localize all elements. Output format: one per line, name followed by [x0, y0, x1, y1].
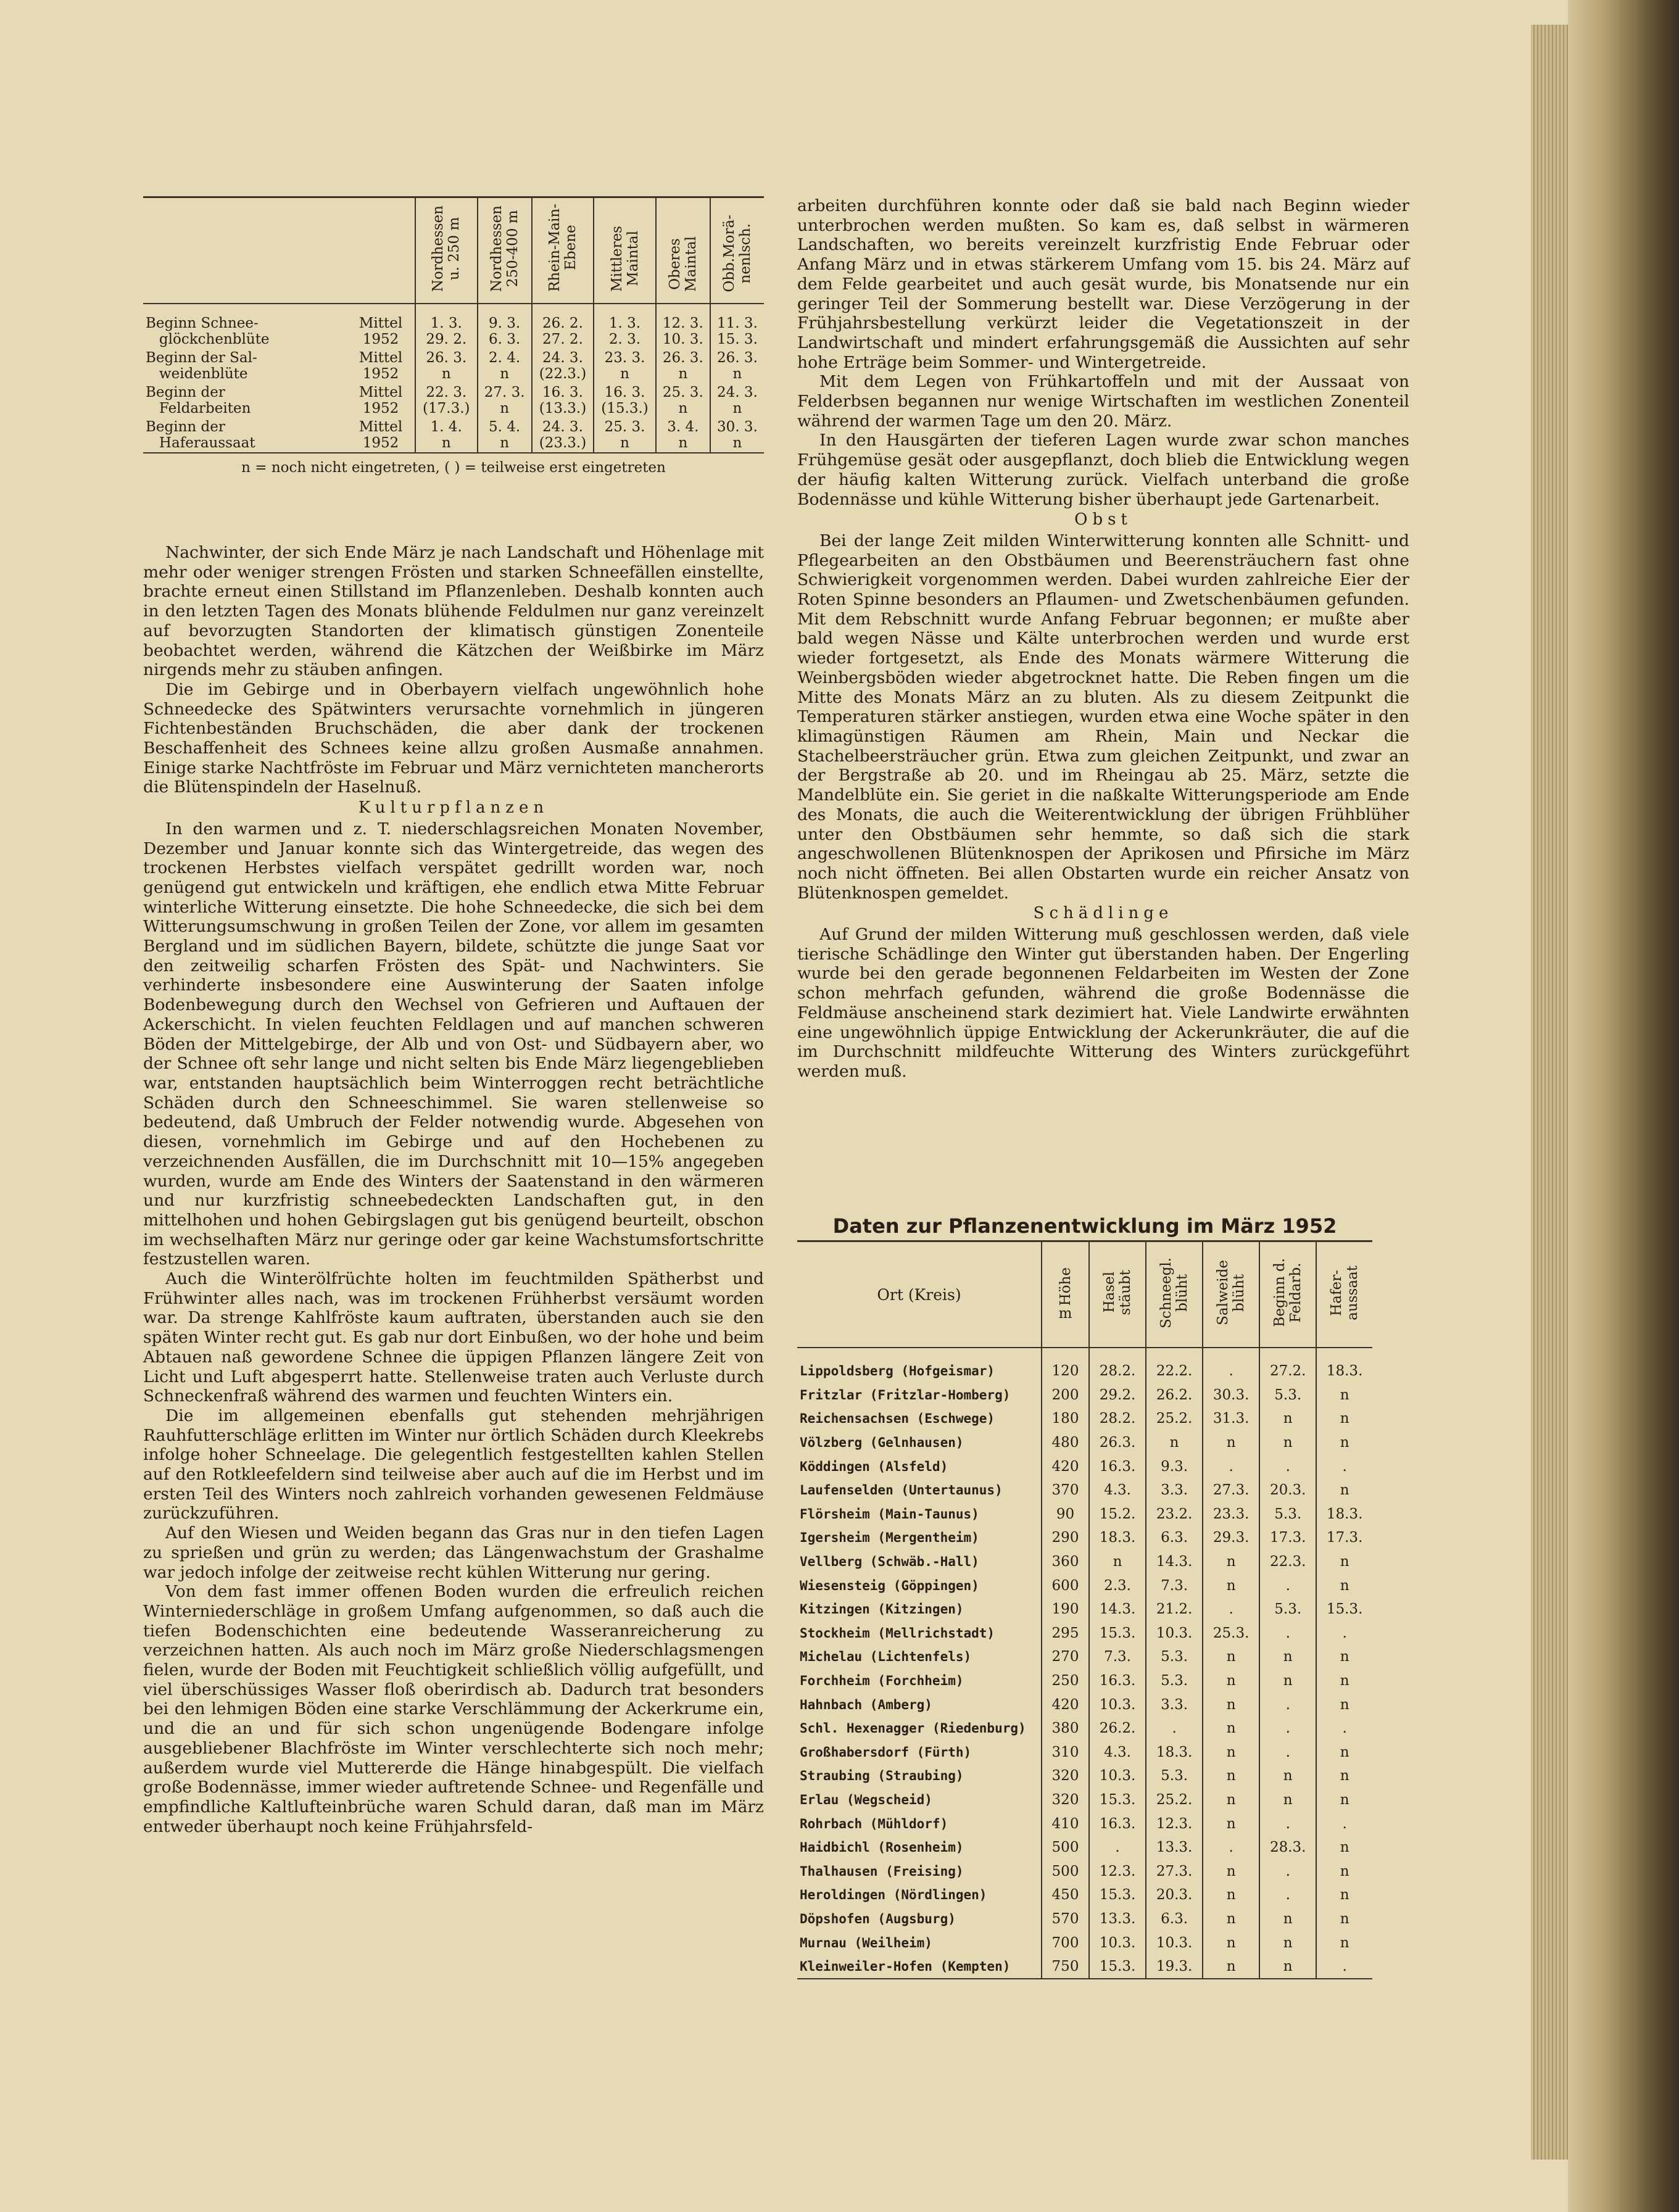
phase-label: Beginn der Sal- weidenblüte [146, 350, 257, 382]
value-cell: n [1316, 1907, 1372, 1931]
value-cell: n [1203, 1931, 1259, 1955]
value-cell: 15.3. [1089, 1788, 1146, 1812]
value-cell: 570 [1042, 1907, 1089, 1931]
value-cell: 90 [1042, 1502, 1089, 1526]
value-cell: n [1259, 1788, 1316, 1812]
value-cell: 25. 3. n [594, 418, 656, 453]
table-row [797, 1407, 1372, 1431]
value-cell: 26.2. [1089, 1717, 1146, 1741]
region-header: Oberes Maintal [656, 197, 710, 304]
value-cell: 7.3. [1089, 1645, 1146, 1669]
value-cell: . [1259, 1859, 1316, 1883]
place-cell: Haidbichl (Rosenheim) [800, 1840, 964, 1855]
table-row [797, 1431, 1372, 1455]
paragraph: In den Hausgärten der tieferen Lagen wurde zwar schon manches Frühgemüse gesät oder ausgepflanzt, doch blieb die Entwicklung wegen der häufig kalten Witterung zurück. Vielfach unterband die große Bodennässe und kühle Witterung bisher überhaupt jede Gartenarbeit. [797, 431, 1409, 509]
value-cell: 22. 3. (17.3.) [415, 383, 478, 418]
value-cell: 18.3. [1316, 1502, 1372, 1526]
period-cell: Mittel 1952 [359, 419, 403, 451]
height-header: Höhe m [1042, 1241, 1089, 1348]
value-cell: 1. 3. 29. 2. [415, 304, 478, 349]
value-cell: n [1316, 1764, 1372, 1788]
page-edges [1531, 25, 1568, 2160]
value-cell: n [1259, 1407, 1316, 1431]
value-cell: . [1259, 1622, 1316, 1646]
table-row [797, 1955, 1372, 1979]
value-cell: . [1316, 1717, 1372, 1741]
place-cell: Wiesensteig (Göppingen) [800, 1578, 979, 1593]
paragraph: Nachwinter, der sich Ende März je nach Landschaft und Höhenlage mit mehr oder weniger strengen Frösten und starken Schneefällen einstellte, brachte erneut einen Stillstand im Pflanzenleben. Deshalb konnten auch in den letzten Tagen des Monats blühende Feldulmen nur ganz vereinzelt auf bevorzugten Standorten der klimatisch günstigen Zonenteile beobachtet werden, während die Kätzchen der Weißbirke im März nirgends mehr zu stäuben anfingen. [143, 543, 764, 680]
table-row [797, 1597, 1372, 1622]
table-row [797, 1692, 1372, 1717]
value-cell: 320 [1042, 1764, 1089, 1788]
table-row [797, 1573, 1372, 1597]
value-cell: 500 [1042, 1859, 1089, 1883]
value-cell: . [1259, 1812, 1316, 1836]
value-cell: . [1316, 1955, 1372, 1979]
value-cell: 5. 4. n [478, 418, 532, 453]
value-cell: 6.3. [1146, 1526, 1203, 1550]
value-cell: 16. 3. (13.3.) [532, 383, 594, 418]
table-row [797, 1812, 1372, 1836]
table-row [143, 383, 764, 418]
place-cell: Großhabersdorf (Fürth) [800, 1744, 972, 1760]
value-cell: 5.3. [1259, 1383, 1316, 1407]
value-cell: 10.3. [1146, 1622, 1203, 1646]
place-cell: Rohrbach (Mühldorf) [800, 1816, 948, 1831]
place-cell: Kleinweiler-Hofen (Kempten) [800, 1959, 1011, 1974]
value-cell: n [1316, 1383, 1372, 1407]
value-cell: n [1316, 1645, 1372, 1669]
place-cell: Igersheim (Mergentheim) [800, 1530, 979, 1546]
value-cell: 5.3. [1146, 1669, 1203, 1693]
value-cell: n [1203, 1788, 1259, 1812]
phenology-header: Hasel stäubt [1089, 1241, 1146, 1348]
value-cell: 15.3. [1089, 1622, 1146, 1646]
period-cell: Mittel 1952 [359, 350, 403, 382]
phase-label: Beginn Schnee- glöckchenblüte [146, 315, 270, 347]
table-row [797, 1454, 1372, 1478]
value-cell: 29.3. [1203, 1526, 1259, 1550]
value-cell: . [1259, 1692, 1316, 1717]
value-cell: 17.3. [1316, 1526, 1372, 1550]
table-row [797, 1788, 1372, 1812]
value-cell: 500 [1042, 1836, 1089, 1860]
value-cell: n [1259, 1645, 1316, 1669]
value-cell: 270 [1042, 1645, 1089, 1669]
paragraph: Die im allgemeinen ebenfalls gut stehenden mehrjährigen Rauhfutterschläge erlitten im Winter nur örtlich Schäden durch Kleekrebs infolge hoher Schneelage. Die gelegentlich festgestellten kahlen Stellen auf den Rotkleefeldern sind teilweise aber auch auf die im Herbst und im ersten Teil des Winters noch zahlreich vorhanden gewesenen Feldmäuse zurückzuführen. [143, 1406, 764, 1523]
value-cell: n [1089, 1550, 1146, 1574]
value-cell: 28.2. [1089, 1407, 1146, 1431]
value-cell: 5.3. [1259, 1597, 1316, 1622]
value-cell: n [1203, 1645, 1259, 1669]
value-cell: 25. 3. n [656, 383, 710, 418]
value-cell: 420 [1042, 1692, 1089, 1717]
table-row [797, 1669, 1372, 1693]
value-cell: 15.2. [1089, 1502, 1146, 1526]
value-cell: n [1203, 1717, 1259, 1741]
value-cell: n [1259, 1907, 1316, 1931]
value-cell: 28.2. [1089, 1348, 1146, 1383]
value-cell: 6.3. [1146, 1907, 1203, 1931]
value-cell: 15.3. [1316, 1597, 1372, 1622]
value-cell: n [1316, 1669, 1372, 1693]
phenology-header: Hafer- aussaat [1316, 1241, 1372, 1348]
table-row [797, 1717, 1372, 1741]
value-cell: n [1316, 1431, 1372, 1455]
value-cell: n [1316, 1836, 1372, 1860]
value-cell: . [1203, 1597, 1259, 1622]
paragraph: Bei der lange Zeit milden Winterwitterung konnten alle Schnitt- und Pflegearbeiten an den Obstbäumen und Beerensträuchern fast ohne Schwierigkeit vorgenommen werden. Dabei wurden zahlreiche Eier der Roten Spinne besonders an Pflaumen- und Zwetschenbäumen gefunden. Mit dem Rebschnitt wurde Anfang Februar begonnen; er mußte aber bald wegen Nässe und Kälte unterbrochen werden und wurde erst wieder fortgesetzt, als Ende des Monats wärmere Witterung die Weinbergsböden wieder abgetrocknet hatte. Die Reben fingen um die Mitte des Monats März an zu bluten. Als zu diesem Zeitpunkt die Temperaturen stärker anstiegen, wurden etwa eine Woche später in den klimagünstigen Räumen am Rhein, Main und Neckar die Stachelbeersträucher grün. Etwa zum gleichen Zeitpunkt, und zwar an der Bergstraße ab 20. und im Rheingau ab 25. März, setzte die Mandelblüte ein. Sie geriet in die naßkalte Witterungsperiode am Ende des Monats, die auch die Weiterentwicklung der übrigen Frühblüher unter den Obstbäumen sehr hemmte, so daß sich die stark angeschwollenen Blütenknospen der Aprikosen und Pfirsiche im März noch nicht öffneten. Bei allen Obstarten wurde ein reicher Ansatz von Blütenknospen gemeldet. [797, 531, 1409, 903]
value-cell: 16.3. [1089, 1812, 1146, 1836]
value-cell: 26. 2. 27. 2. [532, 304, 594, 349]
value-cell: 24. 3. (22.3.) [532, 349, 594, 383]
value-cell: 25.2. [1146, 1788, 1203, 1812]
value-cell: 23.2. [1146, 1502, 1203, 1526]
value-cell: 370 [1042, 1478, 1089, 1502]
table-row [143, 304, 764, 349]
value-cell: 360 [1042, 1550, 1089, 1574]
value-cell: 12.3. [1146, 1812, 1203, 1836]
value-cell: 15.3. [1089, 1955, 1146, 1979]
value-cell: 23.3. [1203, 1502, 1259, 1526]
right-text-column [797, 196, 1409, 1082]
value-cell: 10.3. [1089, 1764, 1146, 1788]
section-heading: Kulturpflanzen [358, 798, 549, 818]
value-cell: . [1316, 1454, 1372, 1478]
region-header: Nordhessen 250-400 m [478, 197, 532, 304]
value-cell: n [1203, 1692, 1259, 1717]
value-cell: . [1203, 1348, 1259, 1383]
value-cell: n [1316, 1478, 1372, 1502]
paragraph: Mit dem Legen von Frühkartoffeln und mit der Aussaat von Felderbsen begannen nur wenige Wirtschaften im westlichen Zonenteil während der warmen Tage um den 20. März. [797, 372, 1409, 431]
table-row [797, 1859, 1372, 1883]
value-cell: n [1259, 1431, 1316, 1455]
value-cell: . [1259, 1454, 1316, 1478]
value-cell: 24. 3. n [710, 383, 764, 418]
place-cell: Stockheim (Mellrichstadt) [800, 1625, 995, 1641]
value-cell: 20.3. [1259, 1478, 1316, 1502]
value-cell: 310 [1042, 1741, 1089, 1765]
value-cell: 22.3. [1259, 1550, 1316, 1574]
value-cell: . [1259, 1573, 1316, 1597]
value-cell: 29.2. [1089, 1383, 1146, 1407]
table-row [797, 1883, 1372, 1907]
place-cell: Straubing (Straubing) [800, 1768, 964, 1784]
value-cell: n [1316, 1788, 1372, 1812]
table-row [797, 1931, 1372, 1955]
table-row [797, 1526, 1372, 1550]
value-cell: 26. 3. n [415, 349, 478, 383]
table-title: Daten zur Pflanzenentwicklung im März 1952 [832, 1214, 1337, 1238]
value-cell: 10.3. [1146, 1931, 1203, 1955]
value-cell: n [1203, 1883, 1259, 1907]
value-cell: 31.3. [1203, 1407, 1259, 1431]
table-row [797, 1348, 1372, 1383]
value-cell: 19.3. [1146, 1955, 1203, 1979]
place-cell: Heroldingen (Nördlingen) [800, 1887, 987, 1903]
place-cell: Thalhausen (Freising) [800, 1863, 964, 1879]
table-row [797, 1622, 1372, 1646]
place-cell: Kitzingen (Kitzingen) [800, 1602, 964, 1617]
place-cell: Michelau (Lichtenfels) [800, 1649, 972, 1665]
value-cell: n [1316, 1573, 1372, 1597]
value-cell: n [1316, 1407, 1372, 1431]
value-cell: 180 [1042, 1407, 1089, 1431]
place-cell: Schl. Hexenagger (Riedenburg) [800, 1721, 1026, 1736]
place-cell: Reichensachsen (Eschwege) [800, 1411, 995, 1427]
value-cell: 380 [1042, 1717, 1089, 1741]
value-cell: 5.3. [1259, 1502, 1316, 1526]
value-cell: 190 [1042, 1597, 1089, 1622]
value-cell: 20.3. [1146, 1883, 1203, 1907]
value-cell: n [1203, 1859, 1259, 1883]
value-cell: 420 [1042, 1454, 1089, 1478]
value-cell: n [1259, 1931, 1316, 1955]
value-cell: n [1203, 1764, 1259, 1788]
place-cell: Hahnbach (Amberg) [800, 1697, 932, 1712]
value-cell: n [1203, 1955, 1259, 1979]
value-cell: 450 [1042, 1883, 1089, 1907]
phenology-header: Beginn d. Feldarb. [1259, 1241, 1316, 1348]
value-cell: 290 [1042, 1526, 1089, 1550]
value-cell: n [1203, 1573, 1259, 1597]
value-cell: . [1259, 1741, 1316, 1765]
value-cell: 10.3. [1089, 1692, 1146, 1717]
value-cell: 21.2. [1146, 1597, 1203, 1622]
value-cell: 27. 3. n [478, 383, 532, 418]
value-cell: 28.3. [1259, 1836, 1316, 1860]
value-cell: n [1203, 1550, 1259, 1574]
region-header: Nordhessen u. 250 m [415, 197, 478, 304]
value-cell: n [1259, 1669, 1316, 1693]
value-cell: n [1146, 1431, 1203, 1455]
value-cell: 13.3. [1146, 1836, 1203, 1860]
value-cell: 27.3. [1203, 1478, 1259, 1502]
table-row [797, 1383, 1372, 1407]
value-cell: . [1203, 1836, 1259, 1860]
place-cell: Völzberg (Gelnhausen) [800, 1435, 964, 1451]
value-cell: 26. 3. n [710, 349, 764, 383]
place-cell: Vellberg (Schwäb.-Hall) [800, 1554, 979, 1570]
value-cell: 15.3. [1089, 1883, 1146, 1907]
value-cell: 7.3. [1146, 1573, 1203, 1597]
phenology-header: Salweide blüht [1203, 1241, 1259, 1348]
value-cell: 750 [1042, 1955, 1089, 1979]
value-cell: 13.3. [1089, 1907, 1146, 1931]
value-cell: 120 [1042, 1348, 1089, 1383]
value-cell: n [1203, 1907, 1259, 1931]
paragraph: Von dem fast immer offenen Boden wurden die erfreulich reichen Winterniederschläge in großem Umfang aufgenommen, so daß auch die tiefen Bodenschichten eine bedeutende Wasseranreicherung zu verzeichnen hatten. Als auch noch im März große Niederschlagsmengen fielen, wurde der Boden mit Feuchtigkeit schließlich völlig aufgefüllt, und viel überschüssiges Wasser floß oberirdisch ab. Dadurch trat besonders bei den lehmigen Böden eine starke Verschlämmung der Ackerkrume ein, und die an und für sich schon ungenügende Bodengare infolge ausgebliebener Blachfröste im Winter verschlechterte sich noch mehr; außerdem wurde viel Muttererde die Hänge hinabgespült. Die vielfach große Bodennässe, immer wieder auftretende Schnee- und Regenfälle und empfindliche Kaltlufteinbrüche waren Schuld daran, daß man im März entweder überhaupt noch keine Frühjahrsfeld- [143, 1582, 764, 1836]
value-cell: 11. 3. 15. 3. [710, 304, 764, 349]
table-row [143, 418, 764, 453]
value-cell: n [1316, 1741, 1372, 1765]
value-cell: 12.3. [1089, 1859, 1146, 1883]
value-cell: . [1146, 1717, 1203, 1741]
value-cell: 600 [1042, 1573, 1089, 1597]
paragraph: Auf den Wiesen und Weiden begann das Gras nur in den tiefen Lagen zu sprießen und grün zu werden; das Längenwachstum der Grashalme war jedoch infolge der zeitweise recht kühlen Witterung nur gering. [143, 1523, 764, 1582]
value-cell: 14.3. [1146, 1550, 1203, 1574]
value-cell: 9.3. [1146, 1454, 1203, 1478]
value-cell: 26.2. [1146, 1383, 1203, 1407]
value-cell: 25.2. [1146, 1407, 1203, 1431]
value-cell: n [1316, 1859, 1372, 1883]
value-cell: n [1203, 1812, 1259, 1836]
value-cell: 1. 3. 2. 3. [594, 304, 656, 349]
value-cell: 22.2. [1146, 1348, 1203, 1383]
place-cell: Döpshofen (Augsburg) [800, 1911, 956, 1926]
value-cell: 16.3. [1089, 1454, 1146, 1478]
value-cell: 12. 3. 10. 3. [656, 304, 710, 349]
development-averages-table [143, 196, 764, 476]
value-cell: 18.3. [1316, 1348, 1372, 1383]
value-cell: 16.3. [1089, 1669, 1146, 1693]
region-header: Obb.Morä- nenlsch. [710, 197, 764, 304]
table-row [797, 1907, 1372, 1931]
value-cell: n [1203, 1741, 1259, 1765]
table-row [797, 1836, 1372, 1860]
place-cell: Fritzlar (Fritzlar-Homberg) [800, 1387, 1011, 1402]
table-row [797, 1645, 1372, 1669]
place-cell: Köddingen (Alsfeld) [800, 1459, 948, 1474]
value-cell: 30. 3. n [710, 418, 764, 453]
value-cell: 3.3. [1146, 1692, 1203, 1717]
value-cell: 4.3. [1089, 1478, 1146, 1502]
value-cell: 18.3. [1089, 1526, 1146, 1550]
value-cell: . [1316, 1812, 1372, 1836]
value-cell: 200 [1042, 1383, 1089, 1407]
section-heading: Obst [1074, 510, 1132, 529]
section-heading: Schädlinge [1033, 904, 1174, 923]
value-cell: . [1259, 1883, 1316, 1907]
paragraph: Auch die Winterölfrüchte holten im feuchtmilden Spätherbst und Frühwinter alles nach, was im trockenen Frühherbst versäumt worden war. Da strenge Kahlfröste kaum auftraten, überstanden auch sie den späten Winter recht gut. Es gab nur dort Einbußen, wo der hohe und beim Abtauen naß gewordene Schnee die üppigen Pflanzen längere Zeit von Licht und Luft abgesperrt hatte. Stellenweise traten auch Verluste durch Schneckenfraß während des warmen und feuchten Winters ein. [143, 1269, 764, 1406]
value-cell: 17.3. [1259, 1526, 1316, 1550]
value-cell: n [1316, 1550, 1372, 1574]
value-cell: 3.3. [1146, 1478, 1203, 1502]
value-cell: 26. 3. n [656, 349, 710, 383]
place-cell: Erlau (Wegscheid) [800, 1792, 932, 1807]
place-cell: Lippoldsberg (Hofgeismar) [800, 1364, 995, 1379]
value-cell: n [1316, 1883, 1372, 1907]
march-1952-table [797, 1214, 1372, 1979]
value-cell: 320 [1042, 1788, 1089, 1812]
book-binding [1568, 0, 1679, 2212]
place-cell: Murnau (Weilheim) [800, 1935, 932, 1950]
value-cell: . [1089, 1836, 1146, 1860]
paragraph: In den warmen und z. T. niederschlagsreichen Monaten November, Dezember und Januar konnte sich das Wintergetreide, das wegen des trockenen Herbstes vielfach verspätet gedrillt worden war, noch genügend gut entwickeln und kräftigen, ehe endlich etwa Mitte Februar winterliche Witterung einsetzte. Die hohe Schneedecke, die sich bei dem Witterungsumschwung in großen Teilen der Zone, vor allem im gesamten Bergland und im südlichen Bayern, bildete, schützte die junge Saat vor den zeitweilig scharfen Frösten des Spät- und Nachwinters. Sie verhinderte insbesondere eine Auswinterung der Saaten infolge Bodenbewegung durch den Wechsel von Gefrieren und Auftauen der Ackerschicht. In vielen feuchten Feldlagen und auf manchen schweren Böden der Mittelgebirge, der Alb und von Ost- und Südbayern aber, wo der Schnee oft sehr lange und nicht selten bis Ende März liegengeblieben war, entstanden hauptsächlich beim Winterroggen recht beträchtliche Schäden durch den Schneeschimmel. Sie waren stellenweise so bedeutend, daß Umbruch der Felder notwendig wurde. Abgesehen von diesen, vornehmlich im Gebirge und auf den Hochebenen zu verzeichnenden Ausfällen, die im Durchschnitt mit 10—15% angegeben wurden, wurde am Ende des Winters der Saatenstand in den wärmeren und nur kurzfristig schneebedeckten Landschaften gut, in den mittelhohen und hohen Gebirgslagen gut bis genügend beurteilt, obschon im wechselhaften März nur geringe oder gar keine Wachstumsfortschritte festzustellen waren. [143, 819, 764, 1269]
value-cell: . [1259, 1717, 1316, 1741]
phase-label: Beginn der Feldarbeiten [146, 384, 251, 416]
table-legend: n = noch nicht eingetreten, ( ) = teilweise erst eingetreten [241, 460, 666, 476]
value-cell: 27.2. [1259, 1348, 1316, 1383]
phase-label: Beginn der Haferaussaat [146, 419, 255, 451]
value-cell: 250 [1042, 1669, 1089, 1693]
value-cell: 24. 3. (23.3.) [532, 418, 594, 453]
value-cell: . [1203, 1454, 1259, 1478]
value-cell: 2.3. [1089, 1573, 1146, 1597]
value-cell: 26.3. [1089, 1431, 1146, 1455]
value-cell: 1. 4. n [415, 418, 478, 453]
value-cell: 5.3. [1146, 1764, 1203, 1788]
value-cell: 25.3. [1203, 1622, 1259, 1646]
value-cell: n [1259, 1764, 1316, 1788]
table-row [797, 1478, 1372, 1502]
place-cell: Forchheim (Forchheim) [800, 1673, 964, 1689]
paragraph: arbeiten durchführen konnte oder daß sie bald nach Beginn wieder unterbrochen werden mußten. So kam es, daß selbst in wärmeren Landschaften, wo bereits vereinzelt kurzfristig Ende Februar oder Anfang März und in etwas stärkerem Umfang vom 15. bis 24. März auf dem Felde gearbeitet und auch gesät wurde, bis Monatsende nur ein geringer Teil der Sommerung bestellt war. Diese Verzögerung in der Frühjahrsbestellung verkürzt leider die Vegetationszeit in der Landwirtschaft und mindert erfahrungsgemäß die Aussichten auf sehr hohe Erträge beim Sommer- und Wintergetreide. [797, 196, 1409, 372]
table-row [797, 1741, 1372, 1765]
value-cell: n [1203, 1431, 1259, 1455]
value-cell: 295 [1042, 1622, 1089, 1646]
value-cell: 10.3. [1089, 1931, 1146, 1955]
value-cell: 14.3. [1089, 1597, 1146, 1622]
value-cell: 30.3. [1203, 1383, 1259, 1407]
place-header: Ort (Kreis) [877, 1285, 961, 1304]
paragraph: Die im Gebirge und in Oberbayern vielfach ungewöhnlich hohe Schneedecke des Spätwinters verursachte vornehmlich in jüngeren Fichtenbeständen Bruchschäden, die aber dank der trockenen Beschaffenheit des Schnees keine allzu großen Ausmaße annahmen. Einige starke Nachtfröste im Februar und März vernichteten mancherorts die Blütenspindeln der Haselnuß. [143, 679, 764, 797]
value-cell: n [1316, 1692, 1372, 1717]
phenology-header: Schneegl. blüht [1146, 1241, 1203, 1348]
value-cell: 16. 3. (15.3.) [594, 383, 656, 418]
value-cell: 18.3. [1146, 1741, 1203, 1765]
place-cell: Laufenselden (Untertaunus) [800, 1483, 1003, 1498]
region-header: Rhein-Main- Ebene [532, 197, 594, 304]
place-cell: Flörsheim (Main-Taunus) [800, 1506, 979, 1522]
table-row [143, 349, 764, 383]
value-cell: . [1316, 1622, 1372, 1646]
value-cell: 23. 3. n [594, 349, 656, 383]
table-row [797, 1550, 1372, 1574]
value-cell: n [1203, 1669, 1259, 1693]
table-row [797, 1764, 1372, 1788]
value-cell: 27.3. [1146, 1859, 1203, 1883]
table-row [797, 1502, 1372, 1526]
region-header: Mittleres Maintal [594, 197, 656, 304]
period-cell: Mittel 1952 [359, 384, 403, 416]
value-cell: 5.3. [1146, 1645, 1203, 1669]
value-cell: 410 [1042, 1812, 1089, 1836]
value-cell: n [1316, 1931, 1372, 1955]
value-cell: 3. 4. n [656, 418, 710, 453]
value-cell: 9. 3. 6. 3. [478, 304, 532, 349]
value-cell: 2. 4. n [478, 349, 532, 383]
value-cell: 480 [1042, 1431, 1089, 1455]
value-cell: n [1259, 1955, 1316, 1979]
paragraph: Auf Grund der milden Witterung muß geschlossen werden, daß viele tierische Schädlinge den Winter gut überstanden haben. Der Engerling wurde bei den gerade begonnenen Feldarbeiten im Westen der Zone schon mehrfach gefunden, während die große Bodennässe die Feldmäuse anscheinend stark dezimiert hat. Viele Landwirte erwähnten eine ungewöhnlich üppige Entwicklung der Ackerunkräuter, die auf die im Durchschnitt mildfeuchte Witterung des Winters zurückgeführt werden muß. [797, 925, 1409, 1081]
value-cell: 4.3. [1089, 1741, 1146, 1765]
value-cell: 700 [1042, 1931, 1089, 1955]
left-text-column [143, 543, 764, 1836]
period-cell: Mittel 1952 [359, 315, 403, 347]
